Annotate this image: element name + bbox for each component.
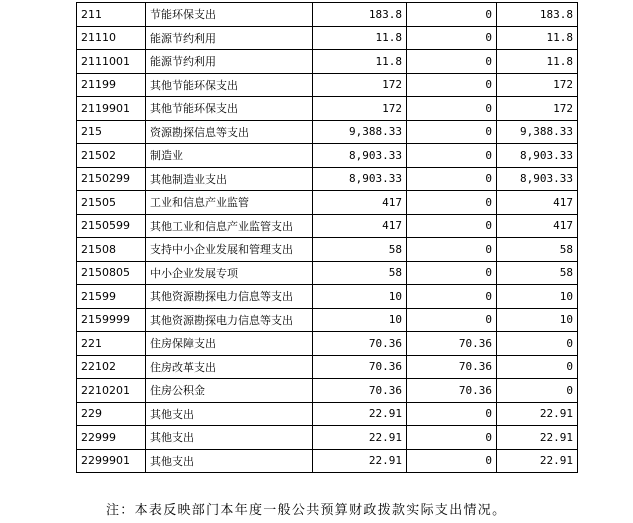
subject-name-cell: 制造业	[146, 144, 313, 168]
table-row	[77, 402, 578, 426]
subject-code-cell: 22102	[77, 355, 146, 379]
total-amount-cell: 417	[313, 191, 407, 215]
total-amount-cell: 70.36	[313, 379, 407, 403]
subject-name-cell: 其他支出	[146, 402, 313, 426]
project-expenditure-cell: 417	[497, 214, 578, 238]
total-amount-cell: 11.8	[313, 50, 407, 74]
project-expenditure-cell: 0	[497, 332, 578, 356]
basic-expenditure-cell: 0	[407, 308, 497, 332]
table-row	[77, 50, 578, 74]
expenditure-table	[76, 2, 578, 473]
basic-expenditure-cell: 70.36	[407, 379, 497, 403]
subject-name-cell: 其他支出	[146, 449, 313, 473]
project-expenditure-cell: 183.8	[497, 3, 578, 27]
project-expenditure-cell: 172	[497, 97, 578, 121]
table-row	[77, 308, 578, 332]
subject-code-cell: 21502	[77, 144, 146, 168]
subject-code-cell: 2150299	[77, 167, 146, 191]
table-row	[77, 285, 578, 309]
subject-name-cell: 支持中小企业发展和管理支出	[146, 238, 313, 262]
subject-code-cell: 2159999	[77, 308, 146, 332]
subject-code-cell: 2150805	[77, 261, 146, 285]
total-amount-cell: 9,388.33	[313, 120, 407, 144]
table-row	[77, 167, 578, 191]
total-amount-cell: 70.36	[313, 355, 407, 379]
subject-name-cell: 中小企业发展专项	[146, 261, 313, 285]
expenditure-table-body	[77, 3, 578, 473]
total-amount-cell: 70.36	[313, 332, 407, 356]
basic-expenditure-cell: 0	[407, 144, 497, 168]
total-amount-cell: 10	[313, 308, 407, 332]
total-amount-cell: 58	[313, 238, 407, 262]
project-expenditure-cell: 11.8	[497, 50, 578, 74]
total-amount-cell: 172	[313, 73, 407, 97]
table-row	[77, 379, 578, 403]
subject-code-cell: 2210201	[77, 379, 146, 403]
basic-expenditure-cell: 0	[407, 238, 497, 262]
subject-code-cell: 21505	[77, 191, 146, 215]
subject-name-cell: 住房保障支出	[146, 332, 313, 356]
subject-code-cell: 2119901	[77, 97, 146, 121]
subject-name-cell: 其他工业和信息产业监管支出	[146, 214, 313, 238]
project-expenditure-cell: 9,388.33	[497, 120, 578, 144]
project-expenditure-cell: 8,903.33	[497, 167, 578, 191]
project-expenditure-cell: 22.91	[497, 449, 578, 473]
project-expenditure-cell: 0	[497, 355, 578, 379]
project-expenditure-cell: 11.8	[497, 26, 578, 50]
subject-name-cell: 其他支出	[146, 426, 313, 450]
project-expenditure-cell: 22.91	[497, 426, 578, 450]
project-expenditure-cell: 8,903.33	[497, 144, 578, 168]
basic-expenditure-cell: 0	[407, 26, 497, 50]
basic-expenditure-cell: 0	[407, 97, 497, 121]
total-amount-cell: 22.91	[313, 426, 407, 450]
basic-expenditure-cell: 70.36	[407, 332, 497, 356]
basic-expenditure-cell: 0	[407, 167, 497, 191]
project-expenditure-cell: 22.91	[497, 402, 578, 426]
subject-name-cell: 住房公积金	[146, 379, 313, 403]
project-expenditure-cell: 58	[497, 261, 578, 285]
basic-expenditure-cell: 0	[407, 261, 497, 285]
basic-expenditure-cell: 0	[407, 402, 497, 426]
basic-expenditure-cell: 70.36	[407, 355, 497, 379]
subject-name-cell: 其他资源勘探电力信息等支出	[146, 308, 313, 332]
table-row	[77, 238, 578, 262]
total-amount-cell: 22.91	[313, 402, 407, 426]
table-note: 注：本表反映部门本年度一般公共预算财政拨款实际支出情况。	[106, 503, 507, 518]
table-row	[77, 332, 578, 356]
total-amount-cell: 10	[313, 285, 407, 309]
subject-code-cell: 21599	[77, 285, 146, 309]
basic-expenditure-cell: 0	[407, 285, 497, 309]
total-amount-cell: 11.8	[313, 26, 407, 50]
table-row	[77, 26, 578, 50]
table-row	[77, 449, 578, 473]
subject-code-cell: 21110	[77, 26, 146, 50]
subject-code-cell: 2150599	[77, 214, 146, 238]
subject-code-cell: 229	[77, 402, 146, 426]
total-amount-cell: 172	[313, 97, 407, 121]
subject-name-cell: 工业和信息产业监管	[146, 191, 313, 215]
subject-name-cell: 能源节约利用	[146, 26, 313, 50]
basic-expenditure-cell: 0	[407, 50, 497, 74]
basic-expenditure-cell: 0	[407, 191, 497, 215]
table-row	[77, 214, 578, 238]
subject-code-cell: 22999	[77, 426, 146, 450]
subject-code-cell: 21199	[77, 73, 146, 97]
subject-name-cell: 住房改革支出	[146, 355, 313, 379]
subject-code-cell: 215	[77, 120, 146, 144]
project-expenditure-cell: 172	[497, 73, 578, 97]
basic-expenditure-cell: 0	[407, 120, 497, 144]
project-expenditure-cell: 58	[497, 238, 578, 262]
table-row	[77, 97, 578, 121]
subject-name-cell: 节能环保支出	[146, 3, 313, 27]
subject-name-cell: 资源勘探信息等支出	[146, 120, 313, 144]
basic-expenditure-cell: 0	[407, 426, 497, 450]
table-row	[77, 191, 578, 215]
table-row	[77, 355, 578, 379]
subject-code-cell: 2111001	[77, 50, 146, 74]
table-row	[77, 144, 578, 168]
total-amount-cell: 183.8	[313, 3, 407, 27]
subject-code-cell: 2299901	[77, 449, 146, 473]
project-expenditure-cell: 417	[497, 191, 578, 215]
total-amount-cell: 8,903.33	[313, 167, 407, 191]
subject-code-cell: 211	[77, 3, 146, 27]
total-amount-cell: 58	[313, 261, 407, 285]
subject-name-cell: 其他节能环保支出	[146, 97, 313, 121]
subject-code-cell: 221	[77, 332, 146, 356]
subject-name-cell: 其他资源勘探电力信息等支出	[146, 285, 313, 309]
table-row	[77, 426, 578, 450]
project-expenditure-cell: 10	[497, 285, 578, 309]
basic-expenditure-cell: 0	[407, 73, 497, 97]
table-row	[77, 73, 578, 97]
table-row	[77, 120, 578, 144]
basic-expenditure-cell: 0	[407, 214, 497, 238]
basic-expenditure-cell: 0	[407, 3, 497, 27]
table-row	[77, 3, 578, 27]
subject-name-cell: 能源节约利用	[146, 50, 313, 74]
total-amount-cell: 417	[313, 214, 407, 238]
project-expenditure-cell: 0	[497, 379, 578, 403]
total-amount-cell: 22.91	[313, 449, 407, 473]
project-expenditure-cell: 10	[497, 308, 578, 332]
table-row	[77, 261, 578, 285]
total-amount-cell: 8,903.33	[313, 144, 407, 168]
subject-name-cell: 其他制造业支出	[146, 167, 313, 191]
subject-name-cell: 其他节能环保支出	[146, 73, 313, 97]
basic-expenditure-cell: 0	[407, 449, 497, 473]
subject-code-cell: 21508	[77, 238, 146, 262]
